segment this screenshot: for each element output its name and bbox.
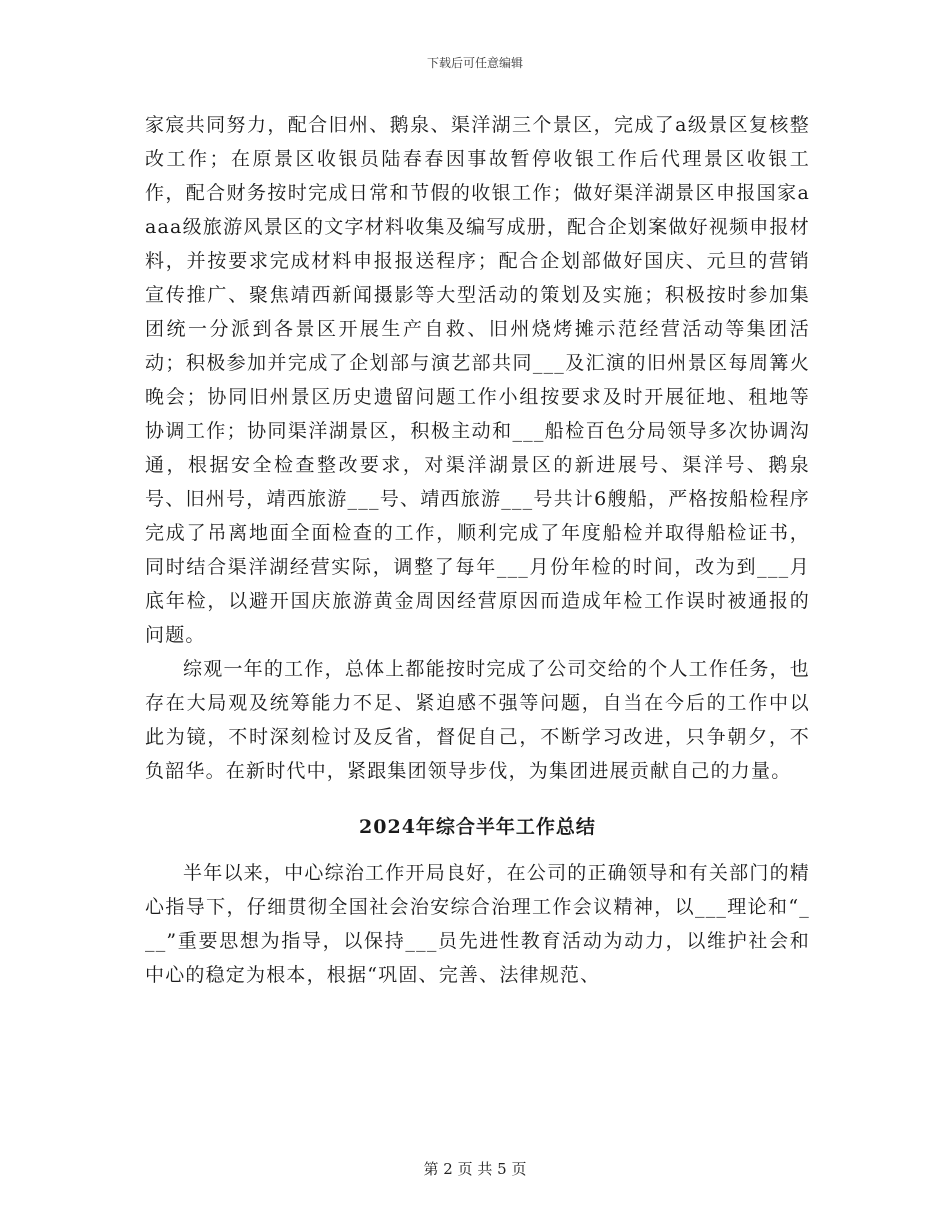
paragraph-summary: 综观一年的工作，总体上都能按时完成了公司交给的个人工作任务，也存在大局观及统筹能力不足、紧迫感不强等问题，自当在今后的工作中以此为镜，不时深刻检讨及反省，督促自己，不断学习改进，只争朝夕，不负韶华。在新时代中，紧跟集团领导步伐，为集团进展贡献自己的力量。 — [145, 658, 810, 782]
paragraph-continued: 家宸共同努力，配合旧州、鹅泉、渠洋湖三个景区，完成了a级景区复核整改工作；在原景区收银员陆春春因事故暂停收银工作后代理景区收银工作，配合财务按时完成日常和节假的收银工作；做好渠洋湖景区申报国家aaaa级旅游风景区的文字材料收集及编写成册，配合企划案做好视频申报材料，并按要求完成材料申报报送程序；配合企划部做好国庆、元旦的营销宣传推广、聚焦靖西新闻摄影等大型活动的策划及实施；积极按时参加集团统一分派到各景区开展生产自救、旧州烧烤摊示范经营活动等集团活动；积极参加并完成了企划部与演艺部共同___及汇演的旧州景区每周篝火晚会；协同旧州景区历史遗留问题工作小组按要求及时开展征地、租地等协调工作；协同渠洋湖景区，积极主动和___船检百色分局领导多次协调沟通，根据安全检查整改要求，对渠洋湖景区的新进展号、渠洋号、鹅泉号、旧州号，靖西旅游___号、靖西旅游___号共计6艘船，严格按船检程序完成了吊离地面全面检查的工作，顺利完成了年度船检并取得船检证书，同时结合渠洋湖经营实际，调整了每年___月份年检的时间，改为到___月底年检，以避开国庆旅游黄金周因经营原因而造成年检工作误时被通报的问题。 — [145, 114, 810, 646]
page-number: 第 2 页 共 5 页 — [423, 1160, 527, 1178]
page-header: 下载后可任意编辑 — [426, 56, 523, 70]
document-body — [145, 108, 810, 992]
section-title: 2024年综合半年工作总结 — [359, 816, 596, 838]
section-paragraph: 半年以来，中心综治工作开局良好，在公司的正确领导和有关部门的精心指导下，仔细贯彻全国社会治安综合治理工作会议精神，以___理论和“___”重要思想为指导，以保持___员先进性教育活动为动力，以维护社会和中心的稳定为根本，根据“巩固、完善、法律规范、 — [145, 862, 810, 986]
